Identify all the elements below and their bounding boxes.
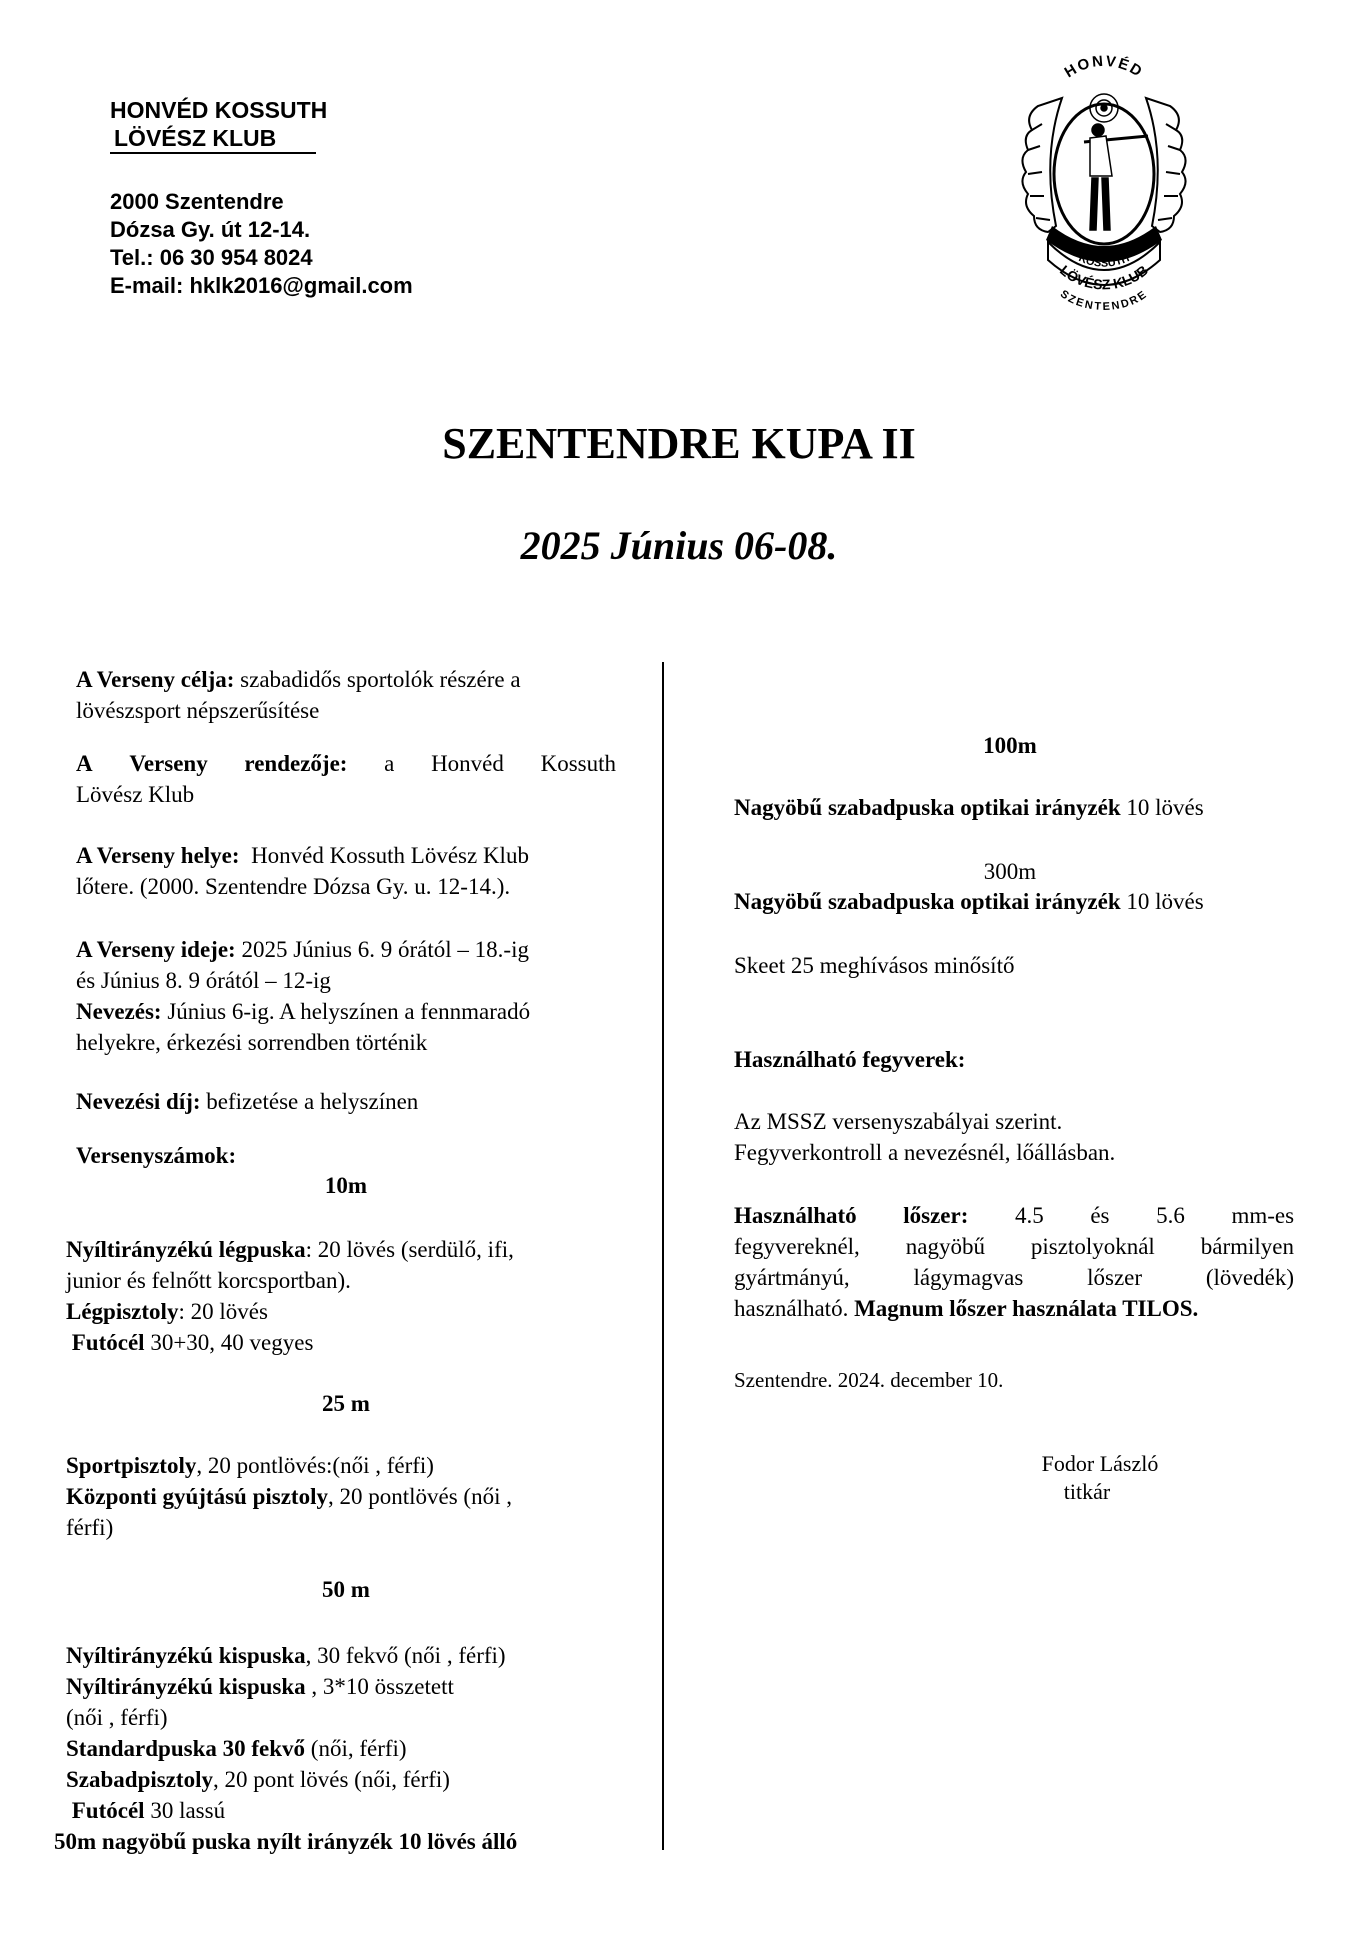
loszer-text: Használható lőszer: 4.5 és 5.6 mm-es fegyvereknél, nagyöbű pisztolyoknál bármilyen gyártmányú, lágymagvas lőszer (lövedék) használható. Magnum lőszer használata TILOS. <box>734 1203 1295 1321</box>
verseny-celja: A Verseny célja: szabadidős sportolók részére a lövészsport népszerűsítése <box>76 667 521 723</box>
address-street: Dózsa Gy. út 12-14. <box>110 217 311 242</box>
page-subtitle: 2025 Június 06-08. <box>520 523 838 568</box>
logo-top-text: HONVÉD <box>1061 52 1147 82</box>
events-25m: Sportpisztoly, 20 pontlövés:(női , férfi) Központi gyújtású pisztoly, 20 pontlövés (női , férfi) <box>66 1453 512 1540</box>
address-city: 2000 Szentendre <box>110 189 284 214</box>
event-100m: Nagyöbű szabadpuska optikai irányzék 10 lövés <box>734 795 1204 820</box>
verseny-helye: A Verseny helye: Honvéd Kossuth Lövész Klub lőtere. (2000. Szentendre Dózsa Gy. u. 12-14.). <box>76 843 529 899</box>
club-logo <box>1018 46 1190 326</box>
club-address <box>110 188 413 300</box>
logo-klub-text: LÖVÉSZ KLUB <box>1056 261 1152 293</box>
signer-title: titkár <box>1063 1479 1111 1504</box>
section-300m: 300m <box>983 859 1037 884</box>
signature-block <box>950 1450 1250 1506</box>
section-25m: 25 m <box>322 1391 370 1416</box>
logo-city-text: SZENTENDRE <box>1057 288 1151 314</box>
signer-name: Fodor László <box>1041 1451 1159 1476</box>
column-divider <box>662 662 664 1850</box>
fegyverek-text: Az MSSZ versenyszabályai szerint. Fegyverkontroll a nevezésnél, lőállásban. <box>734 1109 1116 1165</box>
events-50m: Nyíltirányzékú kispuska, 30 fekvő (női , férfi) Nyíltirányzékú kispuska , 3*10 összetett (női , férfi) Standardpuska 30 fekvő (női, férfi) Szabadpisztoly, 20 pont lövés (női, férfi) Futócél 30 lassú <box>66 1643 506 1823</box>
page-title: SZENTENDRE KUPA II <box>442 419 916 468</box>
club-name-line2: LÖVÉSZ KLUB <box>110 124 316 154</box>
document-date: Szentendre. 2024. december 10. <box>734 1368 1004 1392</box>
club-name-line1: HONVÉD KOSSUTH <box>110 97 328 123</box>
club-name <box>110 96 327 154</box>
address-phone: Tel.: 06 30 954 8024 <box>110 245 313 270</box>
address-email: E-mail: hklk2016@gmail.com <box>110 273 413 298</box>
versenyszamok-heading: Versenyszámok: <box>76 1143 237 1168</box>
fegyverek-heading: Használható fegyverek: <box>734 1047 966 1072</box>
event-skeet: Skeet 25 meghívásos minősítő <box>734 953 1015 978</box>
verseny-rendezoje: A Verseny rendezője: a Honvéd Kossuth Lövész Klub <box>76 751 616 807</box>
section-10m: 10m <box>324 1173 368 1198</box>
logo-kossuth-text: KOSSUTH <box>1076 252 1132 270</box>
event-300m: Nagyöbű szabadpuska optikai irányzék 10 lövés <box>734 889 1204 914</box>
section-100m: 100m <box>983 733 1037 758</box>
nevezesi-dij: Nevezési díj: befizetése a helyszínen <box>76 1089 419 1114</box>
event-50m-big-bore: 50m nagyöbű puska nyílt irányzék 10 lövés álló <box>54 1829 518 1854</box>
verseny-ideje: A Verseny ideje: 2025 Június 6. 9 órától – 18.-ig és Június 8. 9 órától – 12-ig Nevezés: Június 6-ig. A helyszínen a fennmaradó helyekre, érkezési sorrendben történik <box>76 937 531 1055</box>
events-10m: Nyíltirányzékú légpuska: 20 lövés (serdülő, ifi, junior és felnőtt korcsportban). Légpisztoly: 20 lövés Futócél 30+30, 40 vegyes <box>66 1237 514 1355</box>
section-50m: 50 m <box>322 1577 370 1602</box>
